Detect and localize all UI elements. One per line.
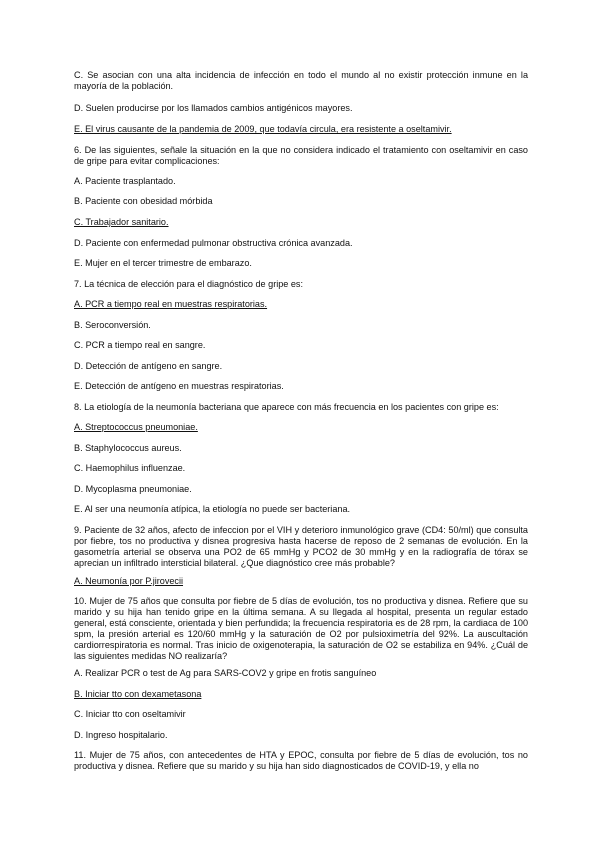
q6-option-d: D. Paciente con enfermedad pulmonar obstructiva crónica avanzada. bbox=[74, 238, 353, 248]
q7-option-c: C. PCR a tiempo real en sangre. bbox=[74, 340, 206, 350]
question-7: 7. La técnica de elección para el diagnóstico de gripe es: bbox=[74, 279, 304, 289]
q10-option-c: C. Iniciar tto con oseltamivir bbox=[74, 709, 186, 719]
q10-option-b-answer: B. Iniciar tto con dexametasona bbox=[74, 689, 202, 699]
q9-option-a-answer: A. Neumonía por P.jirovecii bbox=[74, 576, 184, 586]
q7-option-e: E. Detección de antígeno en muestras respiratorias. bbox=[74, 381, 284, 391]
q10-option-d: D. Ingreso hospitalario. bbox=[74, 730, 168, 740]
q8-option-e: E. Al ser una neumonía atípica, la etiología no puede ser bacteriana. bbox=[74, 504, 351, 514]
option-e-pandemia-answer: E. El virus causante de la pandemia de 2009, que todavía circula, era resistente a oseltamivir. bbox=[74, 124, 452, 134]
question-10: 10. Mujer de 75 años que consulta por fiebre de 5 días de evolución, tos no productiva y disnea. Refiere que su marido y su hija han tenido gripe en la última semana. A su llegada al hospital, presenta un regular estado general, está consciente, orientada y bien perfundida; la frecuencia respiratoria es de 28 rpm, la cardiaca de 100 spm, la presión arterial es 120/60 mmHg y la saturación de O2 por pulsioximetría del 92%. La auscultación cardiorrespiratoria es normal. Tras inicio de oxigenoterapia, la saturación de O2 se estabiliza en 94%. ¿Cuál de las siguientes medidas NO realizaría? bbox=[74, 596, 528, 661]
q6-option-a: A. Paciente trasplantado. bbox=[74, 176, 176, 186]
q7-option-a-answer: A. PCR a tiempo real en muestras respiratorias. bbox=[74, 299, 268, 309]
option-d-cambios: D. Suelen producirse por los llamados cambios antigénicos mayores. bbox=[74, 103, 353, 113]
q8-option-c: C. Haemophilus influenzae. bbox=[74, 463, 186, 473]
q6-option-c-answer: C. Trabajador sanitario. bbox=[74, 217, 169, 227]
q8-option-b: B. Staphylococcus aureus. bbox=[74, 443, 182, 453]
q6-option-b: B. Paciente con obesidad mórbida bbox=[74, 196, 213, 206]
q7-option-d: D. Detección de antígeno en sangre. bbox=[74, 361, 223, 371]
q10-option-a: A. Realizar PCR o test de Ag para SARS-COV2 y gripe en frotis sanguíneo bbox=[74, 668, 377, 678]
question-9: 9. Paciente de 32 años, afecto de infeccion por el VIH y deterioro inmunológico grave (CD4: 50/ml) que consulta por fiebre, tos no productiva y disnea progresiva hasta hacerse de reposo de 2 semanas de evolución. En la gasometría arterial se observa una PO2 de 65 mmHg y PCO2 de 30 mmHg y en la radiografía de tórax se aprecian un infiltrado intersticial bilateral. ¿Que diagnóstico cree más probable? bbox=[74, 525, 528, 568]
question-11: 11. Mujer de 75 años, con antecedentes de HTA y EPOC, consulta por fiebre de 5 días de evolución, tos no productiva y disnea. Refiere que su marido y su hija han sido diagnosticados de COVID-19, y ella no bbox=[74, 750, 528, 771]
q8-option-a-answer: A. Streptococcus pneumoniae. bbox=[74, 422, 198, 432]
question-6: 6. De las siguientes, señale la situación en la que no considera indicado el tratamiento con oseltamivir en caso de gripe para evitar complicaciones: bbox=[74, 145, 528, 166]
question-8: 8. La etiología de la neumonía bacteriana que aparece con más frecuencia en los pacientes con gripe es: bbox=[74, 402, 499, 412]
q8-option-d: D. Mycoplasma pneumoniae. bbox=[74, 484, 192, 494]
option-c-mundial: C. Se asocian con una alta incidencia de infección en todo el mundo al no existir protección inmune en la mayoría de la población. bbox=[74, 70, 528, 91]
q7-option-b: B. Seroconversión. bbox=[74, 320, 151, 330]
q6-option-e: E. Mujer en el tercer trimestre de embarazo. bbox=[74, 258, 252, 268]
